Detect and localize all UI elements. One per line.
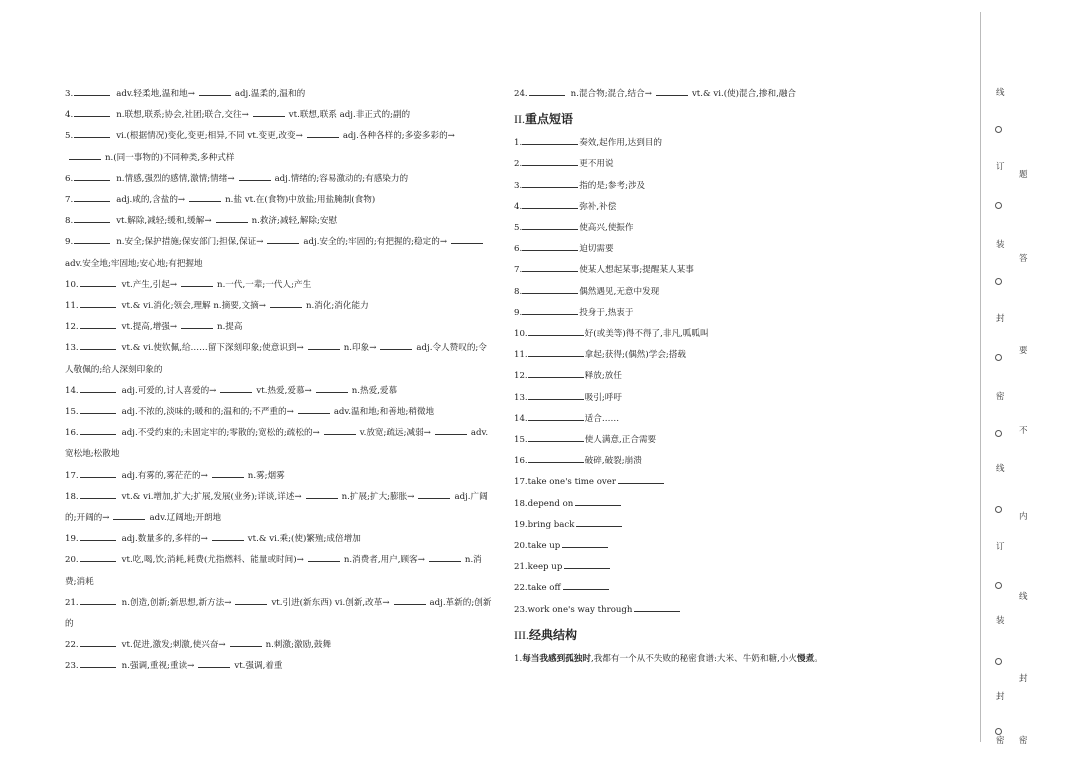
- section-classic-structures: III.经典结构: [514, 627, 578, 642]
- phrase-meaning: 投身于,热衷于: [579, 307, 634, 318]
- answer-blank: [74, 106, 110, 117]
- answer-blank: [298, 403, 330, 414]
- definition-text: adj.不受约束的;未固定牢的;零散的;宽松的;疏松的→: [121, 428, 320, 439]
- answer-blank: [80, 530, 116, 541]
- answer-blank: [522, 240, 578, 251]
- item-number: 12.: [514, 371, 528, 382]
- binding-margin-char: 订: [996, 542, 1005, 552]
- answer-blank: [380, 339, 412, 350]
- vocab-item: [65, 169, 493, 190]
- binding-margin-char: 密: [996, 392, 1005, 402]
- answer-blank: [522, 155, 578, 166]
- binding-margin-char-inner: 答: [1019, 254, 1028, 264]
- item-number: 22.: [65, 640, 79, 651]
- answer-blank: [80, 424, 116, 435]
- answer-blank: [563, 579, 609, 590]
- vocab-item: [65, 656, 493, 677]
- answer-blank: [528, 389, 584, 400]
- phrase-meaning: 指的是;参考;涉及: [579, 180, 646, 191]
- answer-blank: [562, 537, 608, 548]
- answer-blank: [80, 551, 116, 562]
- answer-blank: [522, 261, 578, 272]
- definition-text: vt.强调,着重: [234, 661, 283, 672]
- vocab-item: [65, 402, 493, 423]
- answer-blank: [80, 403, 116, 414]
- item-number: 16.: [65, 428, 79, 439]
- item-number: 15.: [514, 435, 528, 446]
- phrase-item: [514, 197, 844, 218]
- item-number: 10.: [65, 279, 79, 290]
- answer-blank: [316, 382, 348, 393]
- vocab-item: [65, 338, 493, 380]
- answer-blank: [80, 488, 116, 499]
- vocab-item: [65, 211, 493, 232]
- item-number: 13.: [514, 392, 528, 403]
- definition-text: adj.不浓的,淡味的;暖和的;温和的;不严重的→: [121, 407, 294, 418]
- definition-text: vt.促进,激发;刺激,使兴奋→: [121, 640, 226, 651]
- vocab-item: [65, 275, 493, 296]
- definition-text: adj.咸的,含盐的→: [116, 195, 186, 206]
- answer-blank: [198, 657, 230, 668]
- phrase-item: [514, 154, 844, 175]
- definition-text: n.盐 vt.在(食物)中放盐;用盐腌制(食物): [225, 195, 376, 206]
- answer-blank: [576, 516, 622, 527]
- answer-blank: [618, 473, 664, 484]
- binding-margin-char-inner: 内: [1019, 512, 1028, 522]
- answer-blank: [80, 318, 116, 329]
- answer-blank: [656, 85, 688, 96]
- answer-blank: [307, 127, 339, 138]
- item-number: 7.: [65, 195, 74, 206]
- binding-margin-char-inner: 题: [1019, 170, 1028, 180]
- phrase-list-english: [514, 472, 844, 620]
- definition-text: vt.吃,喝,饮;消耗,耗费(尤指燃料、能量或时间)→: [121, 555, 304, 566]
- answer-blank: [564, 558, 610, 569]
- vocab-item: [65, 126, 493, 168]
- definition-text: adj.数量多的,多样的→: [121, 534, 208, 545]
- vocab-item: [65, 635, 493, 656]
- answer-blank: [239, 170, 271, 181]
- answer-blank: [308, 339, 340, 350]
- phrase-english: bring back: [527, 519, 575, 530]
- item-number: 3.: [514, 180, 523, 191]
- answer-blank: [74, 212, 110, 223]
- binding-margin-char: 密: [996, 736, 1005, 746]
- phrase-list-chinese: [514, 133, 844, 472]
- answer-blank: [74, 85, 110, 96]
- binding-circle-icon: [995, 278, 1002, 285]
- definition-text: vt.引进(新东西) vi.创新,改革→: [271, 597, 390, 608]
- answer-blank: [74, 233, 110, 244]
- definition-text: vt.& vi.增加,扩大;扩展,发展(业务);详谈,详述→: [121, 491, 302, 502]
- answer-blank: [181, 318, 213, 329]
- definition-text: n.热爱,爱慕: [351, 385, 398, 396]
- definition-text: n.消费;消耗: [65, 555, 482, 587]
- definition-text: adv.安全地;牢固地;安心地;有把握地: [65, 258, 203, 269]
- answer-blank: [306, 488, 338, 499]
- definition-text: v.放宽;疏远;减弱→: [359, 428, 431, 439]
- answer-blank: [267, 233, 299, 244]
- phrase-item: [514, 557, 844, 578]
- definition-text: n.混合物;混合,结合→: [570, 89, 652, 99]
- structure-item-1: 1.每当我感到孤独时,我都有一个从不失败的秘密食谱:大米、牛奶和糖,小火慢煮。: [514, 653, 823, 664]
- answer-blank: [212, 467, 244, 478]
- definition-text: adv.宽松地;松散地: [65, 428, 489, 460]
- answer-blank: [189, 191, 221, 202]
- answer-blank: [528, 452, 584, 463]
- item-number: 5.: [65, 131, 74, 142]
- vocab-item: [65, 84, 493, 105]
- item-number: 20.: [514, 541, 528, 552]
- vocab-item: [65, 296, 493, 317]
- phrase-item: [514, 536, 844, 557]
- answer-blank: [575, 495, 621, 506]
- vocab-column-left: [65, 84, 493, 678]
- phrase-english: work one's way through: [527, 604, 633, 615]
- answer-blank: [435, 424, 467, 435]
- answer-blank: [80, 276, 116, 287]
- binding-margin-char: 线: [996, 464, 1005, 474]
- item-number: 14.: [514, 413, 528, 424]
- definition-text: n.提高: [217, 322, 243, 333]
- item-number: 11.: [514, 350, 528, 361]
- definition-text: n.扩展;扩大;膨胀→: [341, 491, 415, 502]
- item-number: 18.: [514, 498, 528, 509]
- item-number: 17.: [514, 477, 528, 488]
- section-key-phrases: II.重点短语: [514, 112, 574, 127]
- answer-blank: [308, 551, 340, 562]
- answer-blank: [199, 85, 231, 96]
- phrase-meaning: 好(或美等)得不得了,非凡,呱呱叫: [584, 329, 709, 340]
- binding-circle-icon: [995, 430, 1002, 437]
- phrase-meaning: 释放;放任: [584, 371, 622, 382]
- definition-text: adj.情绪的;容易激动的;有感染力的: [274, 173, 409, 184]
- definition-text: n.(同一事物的)不同种类,多种式样: [105, 152, 235, 163]
- vocab-item: [65, 487, 493, 529]
- item-number: 22.: [514, 583, 528, 594]
- item-number: 20.: [65, 555, 79, 566]
- answer-blank: [522, 134, 578, 145]
- item-number: 8.: [65, 216, 74, 227]
- definition-text: adj.各种各样的;多姿多彩的→: [342, 131, 455, 142]
- definition-text: adj.革新的;创新的: [65, 597, 492, 630]
- vocab-item: [65, 381, 493, 402]
- binding-margin-char-inner: 要: [1019, 346, 1028, 356]
- phrase-item: [514, 472, 844, 493]
- binding-margin-char-inner: 线: [1019, 592, 1028, 602]
- answer-blank: [528, 325, 584, 336]
- item-number: 24.: [514, 89, 528, 99]
- answer-blank: [181, 276, 213, 287]
- binding-line: [980, 12, 981, 742]
- answer-blank: [80, 339, 116, 350]
- answer-blank: [74, 127, 110, 138]
- definition-text: vt.& vi.乘;(使)繁殖;成倍增加: [247, 534, 361, 545]
- definition-text: vt.产生,引起→: [121, 279, 178, 290]
- phrase-item: [514, 260, 844, 281]
- phrase-item: [514, 600, 844, 621]
- answer-blank: [528, 346, 584, 357]
- phrase-meaning: 奏效,起作用,达到目的: [579, 138, 663, 149]
- item-number: 13.: [65, 343, 79, 354]
- definition-text: adj.有雾的,雾茫茫的→: [121, 470, 208, 481]
- vocab-item: [65, 466, 493, 487]
- phrase-item: [514, 239, 844, 260]
- answer-blank: [113, 509, 145, 520]
- binding-circle-icon: [995, 728, 1002, 735]
- answer-blank: [522, 219, 578, 230]
- phrase-item: [514, 282, 844, 303]
- answer-blank: [235, 594, 267, 605]
- definition-text: n.刺激;激励,鼓舞: [265, 640, 332, 651]
- definition-text: adv.轻柔地,温和地→: [116, 89, 195, 99]
- phrase-item: [514, 366, 844, 387]
- item-number: 21.: [514, 562, 528, 573]
- answer-blank: [324, 424, 356, 435]
- item-number: 19.: [65, 534, 79, 545]
- definition-text: n.消化;消化能力: [305, 301, 369, 312]
- vocab-item: [65, 190, 493, 211]
- phrase-english: depend on: [527, 498, 574, 509]
- item-number: 4.: [65, 110, 74, 121]
- item-number: 9.: [514, 307, 523, 318]
- answer-blank: [253, 106, 285, 117]
- phrase-meaning: 更不用说: [579, 159, 614, 170]
- answer-blank: [429, 551, 461, 562]
- phrase-item: [514, 345, 844, 366]
- definition-text: n.消费者,用户,顾客→: [343, 555, 425, 566]
- phrase-item: [514, 494, 844, 515]
- item-number: 4.: [514, 201, 523, 212]
- definition-text: vt.热爱,爱慕→: [256, 385, 312, 396]
- phrase-english: take up: [527, 541, 561, 552]
- item-number: 9.: [65, 237, 74, 248]
- answer-blank: [522, 283, 578, 294]
- vocab-item: [65, 105, 493, 126]
- phrase-item: [514, 133, 844, 154]
- phrase-meaning: 拿起;获得;(偶然)学会;搭载: [584, 350, 687, 361]
- vocab-item-24: [514, 84, 844, 105]
- item-number: 7.: [514, 265, 523, 276]
- definition-text: adj.令人赞叹的;令人敬佩的;给人深刻印象的: [65, 343, 487, 375]
- phrase-meaning: 吸引;呼吁: [584, 392, 622, 403]
- binding-circle-icon: [995, 506, 1002, 513]
- item-number: 3.: [65, 89, 74, 99]
- vocab-column-right: [514, 84, 844, 670]
- phrase-item: [514, 324, 844, 345]
- phrase-meaning: 使高兴,使振作: [579, 223, 634, 234]
- item-number: 5.: [514, 223, 523, 234]
- definition-text: n.联想,联系;协会,社团;联合,交往→: [116, 110, 249, 121]
- answer-blank: [220, 382, 252, 393]
- binding-circle-icon: [995, 354, 1002, 361]
- binding-margin-char-inner: 不: [1019, 426, 1028, 436]
- phrase-meaning: 破碎,破裂;崩溃: [584, 456, 642, 467]
- item-number: 17.: [65, 470, 79, 481]
- item-number: 16.: [514, 456, 528, 467]
- item-number: 14.: [65, 385, 79, 396]
- answer-blank: [74, 170, 110, 181]
- binding-margin-char: 封: [996, 314, 1005, 324]
- answer-blank: [528, 431, 584, 442]
- phrase-meaning: 偶然遇见,无意中发现: [579, 286, 660, 297]
- definition-text: vt.& vi.(使)混合,掺和,融合: [691, 89, 797, 99]
- definition-text: n.救济;减轻,解除;安慰: [251, 216, 338, 227]
- definition-text: vt.& vi.使钦佩,给……留下深刻印象;使意识到→: [121, 343, 304, 354]
- definition-text: n.雾;烟雾: [247, 470, 285, 481]
- vocab-item: [65, 593, 493, 635]
- vocab-item: [65, 550, 493, 592]
- phrase-item: [514, 515, 844, 536]
- answer-blank: [270, 297, 302, 308]
- answer-blank: [522, 177, 578, 188]
- vocab-item: [65, 423, 493, 465]
- definition-text: adj.可爱的,讨人喜爱的→: [121, 385, 217, 396]
- answer-blank: [80, 594, 116, 605]
- answer-blank: [394, 594, 426, 605]
- answer-blank: [80, 657, 116, 668]
- item-number: 6.: [65, 173, 74, 184]
- item-number: 18.: [65, 491, 79, 502]
- answer-blank: [529, 85, 565, 96]
- item-number: 6.: [514, 244, 523, 255]
- phrase-item: [514, 303, 844, 324]
- answer-blank: [451, 233, 483, 244]
- phrase-item: [514, 176, 844, 197]
- binding-margin-char: 线: [996, 88, 1005, 98]
- phrase-english: take off: [527, 583, 561, 594]
- definition-text: vt.解除,减轻;缓和,缓解→: [116, 216, 212, 227]
- answer-blank: [528, 367, 584, 378]
- item-number: 1.: [514, 138, 523, 149]
- answer-blank: [418, 488, 450, 499]
- item-number: 11.: [65, 301, 79, 312]
- binding-margin-char: 装: [996, 616, 1005, 626]
- item-number: 15.: [65, 407, 79, 418]
- definition-text: n.印象→: [343, 343, 377, 354]
- definition-text: adv.温和地;和善地;稍微地: [333, 407, 435, 418]
- item-number: 12.: [65, 322, 79, 333]
- answer-blank: [528, 410, 584, 421]
- phrase-english: keep up: [527, 562, 563, 573]
- binding-margin-char-inner: 封: [1019, 674, 1028, 684]
- definition-text: vt.提高,增强→: [121, 322, 178, 333]
- phrase-item: [514, 451, 844, 472]
- phrase-meaning: 使人满意,正合需要: [584, 435, 657, 446]
- definition-text: n.强调,重视;重读→: [121, 661, 195, 672]
- phrase-item: [514, 578, 844, 599]
- item-number: 23.: [65, 661, 79, 672]
- binding-circle-icon: [995, 582, 1002, 589]
- answer-blank: [80, 467, 116, 478]
- vocab-item: [65, 232, 493, 274]
- phrase-item: [514, 409, 844, 430]
- vocab-item: [65, 529, 493, 550]
- item-number: 2.: [514, 159, 523, 170]
- answer-blank: [69, 149, 101, 160]
- definition-text: vt.联想,联系 adj.非正式的;副的: [288, 110, 411, 121]
- item-number: 23.: [514, 604, 528, 615]
- phrase-meaning: 弥补,补偿: [579, 201, 617, 212]
- phrase-meaning: 迫切需要: [579, 244, 614, 255]
- binding-circle-icon: [995, 202, 1002, 209]
- answer-blank: [80, 297, 116, 308]
- binding-circle-icon: [995, 658, 1002, 665]
- binding-circle-icon: [995, 126, 1002, 133]
- answer-blank: [212, 530, 244, 541]
- answer-blank: [80, 382, 116, 393]
- definition-text: n.安全;保护措施;保安部门;担保,保证→: [116, 237, 264, 248]
- binding-margin-char: 订: [996, 162, 1005, 172]
- binding-margin-char: 封: [996, 692, 1005, 702]
- answer-blank: [634, 601, 680, 612]
- phrase-meaning: 使某人想起某事;提醒某人某事: [579, 265, 694, 276]
- phrase-english: take one's time over: [527, 477, 616, 488]
- answer-blank: [74, 191, 110, 202]
- definition-text: vt.& vi.消化;领会,理解 n.摘要,文摘→: [121, 301, 266, 312]
- binding-margin-char: 装: [996, 240, 1005, 250]
- definition-text: n.创造,创新;新思想,新方法→: [121, 597, 232, 608]
- item-number: 8.: [514, 286, 523, 297]
- definition-text: adj.温柔的,温和的: [234, 89, 306, 99]
- definition-text: adv.辽阔地;开朗地: [149, 513, 222, 524]
- item-number: 21.: [65, 597, 79, 608]
- phrase-meaning: 适合……: [584, 413, 620, 424]
- item-number: 10.: [514, 329, 528, 340]
- phrase-item: [514, 430, 844, 451]
- answer-blank: [80, 636, 116, 647]
- definition-text: vi.(根据情况)变化,变更;相异,不同 vt.变更,改变→: [116, 131, 303, 142]
- definition-text: n.情感,强烈的感情,激情;情绪→: [116, 173, 235, 184]
- definition-text: n.一代,一辈;一代人;产生: [217, 279, 312, 290]
- vocab-item: [65, 317, 493, 338]
- answer-blank: [230, 636, 262, 647]
- answer-blank: [522, 304, 578, 315]
- phrase-item: [514, 388, 844, 409]
- definition-text: adj.安全的;牢固的;有把握的;稳定的→: [303, 237, 448, 248]
- phrase-item: [514, 218, 844, 239]
- binding-margin-char-inner: 密: [1019, 736, 1028, 746]
- definition-text: adj.广阔的;开阔的→: [65, 491, 488, 524]
- answer-blank: [216, 212, 248, 223]
- item-number: 19.: [514, 519, 528, 530]
- answer-blank: [522, 198, 578, 209]
